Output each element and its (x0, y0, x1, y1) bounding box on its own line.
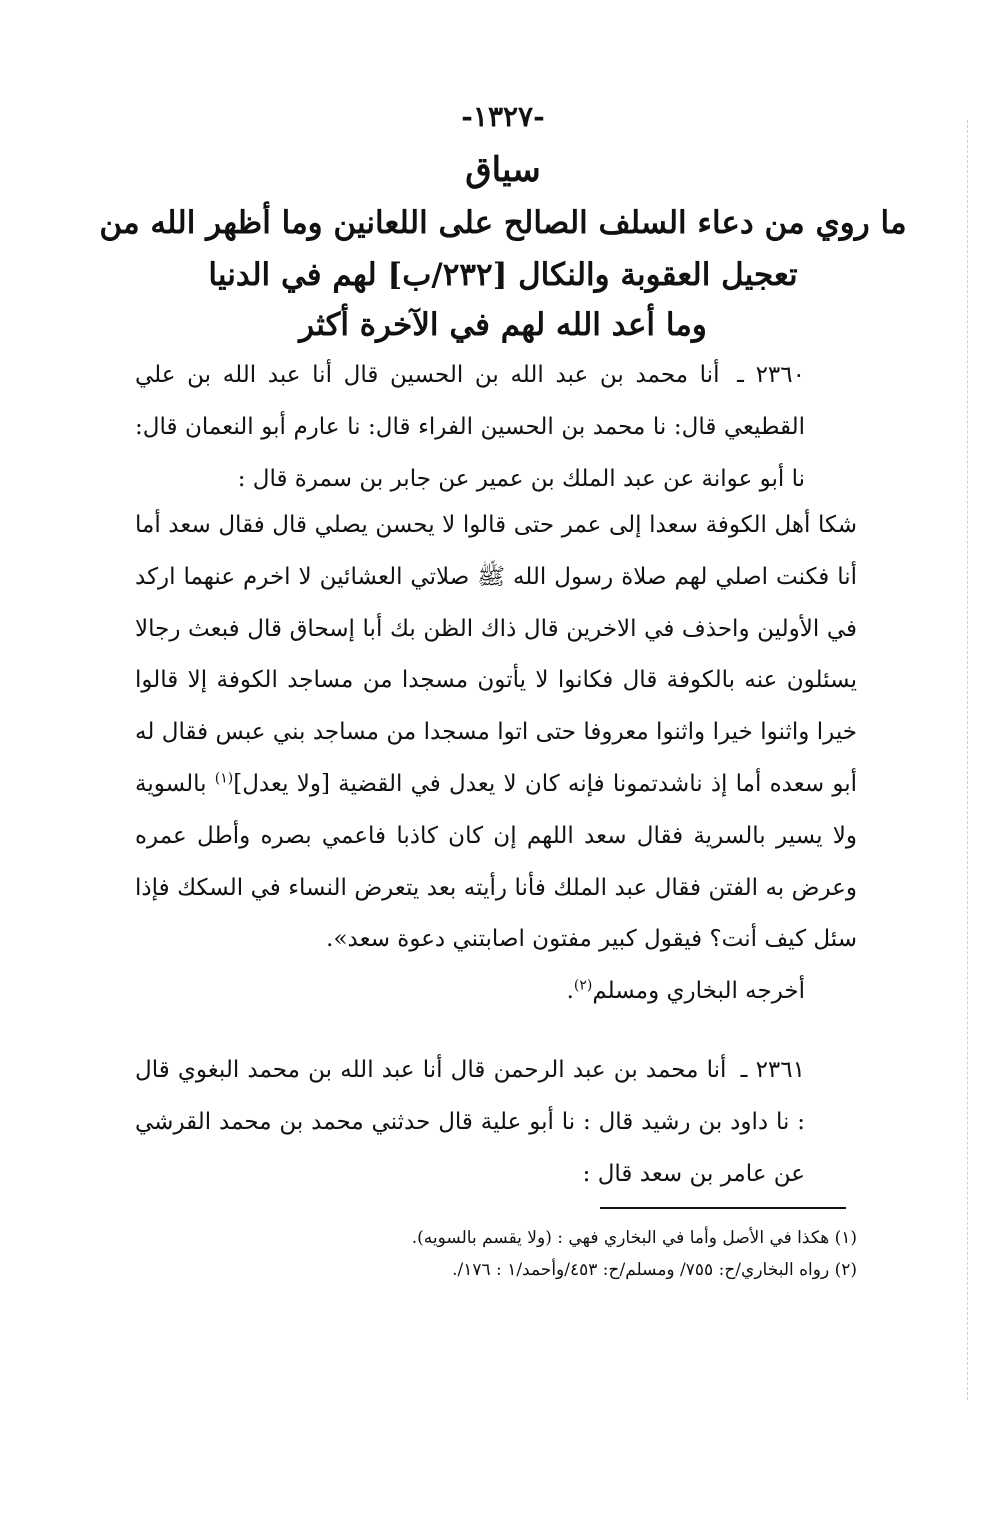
matn-text-part-1: شكا أهل الكوفة سعدا إلى عمر حتى قالوا لا يحسن يصلي قال فقال سعد أما أنا فكنت اصلي لهم صلاة رسول الله ﷺ صلاتي العشائين لا اخرم عنهما اركد في الأولين واحذف في الاخرين قال ذاك الظن بك أبا إسحاق قال فبعث رجالا يسئلون عنه بالكوفة قال فكانوا لا يأتون مسجدا من مساجد الكوفة إلا قالوا خيرا واثنوا خيرا واثنوا معروفا حتى اتوا مسجدا من مساجد بني عبس فقال له أبو سعده أما إذ ناشدتمونا فإنه كان لا يعدل في القضية [ولا يعدل] (135, 512, 857, 797)
matn-paragraph (135, 500, 857, 966)
footnotes (135, 1222, 857, 1286)
hadith-2360-isnad-paragraph (135, 350, 857, 505)
footnote-1: (١) هكذا في الأصل وأما في البخاري فهي : (ولا يقسم بالسويه). (411, 1228, 857, 1248)
takhrij-end: . (566, 978, 574, 1005)
hadith-2361 (135, 1045, 857, 1200)
chapter-title-line-2: تعجيل العقوبة والنكال [٢٣٢/ب] لهم في الدنيا (208, 257, 798, 293)
footnote-2: (٢) رواه البخاري/ح: ٧٥٥/ ومسلم/ح: ٤٥٣/وأحمد/١ : ١٧٦/. (452, 1260, 857, 1280)
scan-margin-line (966, 120, 968, 1400)
hadith-number: ٢٣٦١ ـ (740, 1057, 805, 1083)
hadith-2360-isnad (135, 350, 857, 505)
footnote-ref-1[interactable]: (١) (214, 770, 234, 787)
chapter-title-line-3: وما أعد الله لهم في الآخرة أكثر (299, 307, 707, 343)
footnote-ref-2[interactable]: (٢) (573, 977, 593, 994)
chapter-title-line-1: ما روي من دعاء السلف الصالح على اللعانين وما أظهر الله من (99, 205, 907, 241)
hadith-number: ٢٣٦٠ ـ (737, 362, 805, 388)
hadith-2360-matn (135, 500, 857, 1018)
isnad-text: أنا محمد بن عبد الرحمن قال أنا عبد الله بن محمد البغوي قال : نا داود بن رشيد قال : نا أبو علية قال حدثني محمد بن محمد القرشي عن عامر بن سعد قال : (135, 1057, 805, 1187)
takhrij-text: أخرجه البخاري ومسلم (592, 978, 805, 1005)
matn-text-part-2: بالسوية ولا يسير بالسرية فقال سعد اللهم إن كان كاذبا فاعمي بصره وأطل عمره وعرض به الفتن فقال عبد الملك فأنا رأيته بعد يتعرض النساء في السكك فإذا سئل كيف أنت؟ فيقول كبير مفتون اصابتني دعوة سعد». (135, 770, 857, 953)
footnote-separator (600, 1207, 846, 1209)
hadith-2361-isnad-paragraph (135, 1045, 857, 1200)
isnad-text: أنا محمد بن عبد الله بن الحسين قال أنا عبد الله بن علي القطيعي قال: نا محمد بن الحسين الفراء قال: نا عارم أبو النعمان قال: نا أبو عوانة عن عبد الملك بن عمير عن جابر بن سمرة قال : (135, 362, 805, 492)
takhrij-paragraph (135, 966, 857, 1018)
page-number: -١٣٢٧- (461, 100, 545, 133)
section-label: سياق (465, 150, 541, 190)
